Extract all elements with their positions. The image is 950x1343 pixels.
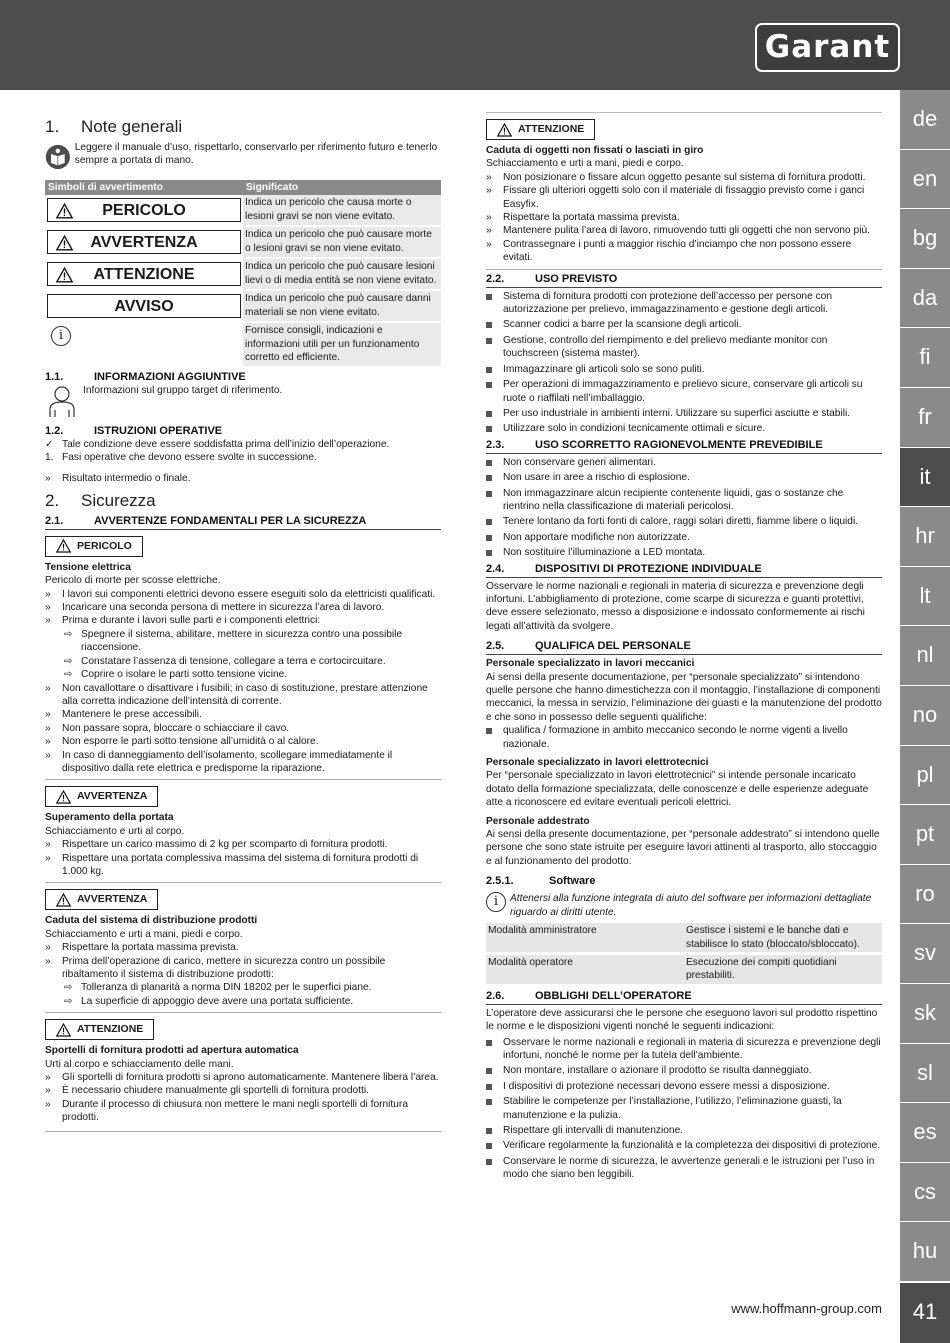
table-header-symbols: Simboli di avvertimento — [45, 180, 243, 195]
mechanical-staff-text: Ai sensi della presente documentazione, per “personale specializzato” si intendono quelle persone che hanno dimestichezza con il montaggio, l’installazione di componenti meccanici, la messa in servizio, l’eliminazione dei guasti e la manutenzione del prodotto e che sono in possesso delle seguenti qualifiche: — [486, 671, 882, 723]
list-item: ⇨ Coprire o isolare le parti sotto tensione vicine. — [64, 669, 288, 681]
section-1-heading: 1. Note generali — [45, 117, 183, 136]
list-item: ⇨ Constatare l’assenza di tensione, collegare a terra e cortocircuitare. — [64, 655, 386, 667]
section-1-1-heading: 1.1. INFORMAZIONI AGGIUNTIVE — [45, 370, 246, 383]
list-item: » Incaricare una seconda persona di mettere in sicurezza l’area di lavoro. — [45, 602, 385, 614]
operator-text: L’operatore deve assicurarsi che le persone che eseguono lavori sul prodotto rispettino le norme e le disposizioni vigenti nonché le seguenti indicazioni: — [486, 1007, 878, 1033]
list-item: I dispositivi di protezione necessari devono essere messi a disposizione. — [486, 1080, 882, 1093]
list-item: » Rispettare la portata massima prevista. — [45, 942, 239, 954]
list-item: Utilizzare solo in condizioni tecnicamente ottimali e sicure. — [486, 422, 882, 435]
warning-triangle-icon — [56, 267, 73, 283]
section-2-3-heading: 2.3. USO SCORRETTO RAGIONEVOLMENTE PREVEDIBILE — [486, 438, 882, 454]
garant-logo: Garant — [755, 23, 900, 72]
warning-triangle-icon — [56, 790, 71, 804]
bullet-square-icon — [486, 338, 492, 344]
section-2-6-heading: 2.6. OBBLIGHI DELL’OPERATORE — [486, 989, 882, 1005]
list-item: ⇨ Tolleranza di planarità a norma DIN 18202 per le superfici piane. — [64, 982, 372, 994]
bullet-square-icon — [486, 491, 492, 497]
list-item: Gestione, controllo del riempimento e del prelievo mediante monitor con touchscreen (sistema master). — [486, 334, 882, 361]
target-group-note — [45, 384, 441, 418]
list-item: Non apportare modifiche non autorizzate. — [486, 531, 882, 544]
warning-label: ATTENZIONE — [45, 1019, 154, 1040]
ppe-text: Osservare le norme nazionali e regionali in materia di sicurezza e prevenzione degli infortuni. L’abbigliamento di protezione, come scarpe di sicurezza e guanti protettivi, deve essere selezionato, messo a disposizione e indossato conformemente ai rischi legati all’attività da svolgere. — [486, 580, 865, 632]
arrow-right-icon: ⇨ — [64, 995, 73, 1007]
trained-staff-text: Ai sensi della presente documentazione, per “personale addestrato” si intendono quelle persone che sono state istruite per eseguire lavori attinenti al trasporto, allo stoccaggio e al funzionamento del prodotto. — [486, 829, 880, 867]
tab-lang-hr[interactable]: hr — [900, 507, 950, 567]
list-item: Rispettare gli intervalli di manutenzione. — [486, 1124, 882, 1137]
arrow-right-icon: ⇨ — [64, 655, 73, 667]
left-column — [45, 112, 441, 1132]
bullet-square-icon — [486, 411, 492, 417]
read-manual-icon — [45, 140, 71, 174]
list-item: Osservare le norme nazionali e regionali in materia di sicurezza e prevenzione degli infortuni, nonché le norme per la tutela dell’ambiente. — [486, 1036, 882, 1063]
list-item: » È necessario chiudere manualmente gli sportelli di fornitura prodotti. — [45, 1085, 369, 1097]
list-item: » Rispettare la portata massima prevista. — [486, 212, 680, 224]
warning-subtitle: Schiacciamento e urti al corpo. — [45, 825, 185, 837]
list-item: Per operazioni di immagazzinamento e prelievo sicure, conservare gli articoli su ruote o riaffilati nell’imballaggio. — [486, 378, 882, 405]
list-item: » Prima dell’operazione di carico, mettere in sicurezza contro un possibile ribaltamento il sistema di distribuzione prodotti: — [45, 955, 386, 980]
warning-subtitle: Schiacciamento e urti a mani, piedi e corpo. — [45, 928, 243, 940]
warning-title: Sportelli di fornitura prodotti ad apertura automatica — [45, 1045, 299, 1057]
warning-triangle-icon — [497, 123, 512, 137]
table-row — [45, 226, 441, 258]
tab-lang-bg[interactable]: bg — [900, 209, 950, 269]
target-group-text: Informazioni sul gruppo target di riferimento. — [83, 384, 283, 396]
language-tabs — [900, 90, 950, 1282]
bullet-square-icon — [486, 382, 492, 388]
info-icon: i — [51, 326, 71, 346]
table-row — [45, 322, 441, 366]
warning-label: AVVERTENZA — [45, 889, 158, 910]
warning-title: Tensione elettrica — [45, 561, 131, 573]
table-row — [45, 258, 441, 290]
list-item: Non conservare generi alimentari. — [486, 456, 882, 469]
warning-block-tipping — [45, 882, 441, 1008]
electrical-staff-text: Per “personale specializzato in lavori elettrotecnici” si intende personale incaricato dotato della formazione specializzata, delle conoscenze e delle esperienze adeguate atte a riconoscere ed evitare eventuali pericoli elettrici. — [486, 770, 869, 809]
list-item: Per uso industriale in ambienti interni. Utilizzare su superfici asciutte e stabili. — [486, 407, 882, 420]
list-item: Non montare, installare o azionare il prodotto se risulta danneggiato. — [486, 1064, 882, 1077]
arrow-right-icon: ⇨ — [64, 628, 73, 640]
table-row: Modalità amministratore Gestisce i sistemi e le banche dati e stabilisce lo stato (bloccato/sbloccato). — [486, 923, 882, 953]
warning-triangle-icon — [56, 539, 71, 553]
list-item: Non usare in aree a rischio di esplosione. — [486, 471, 882, 484]
trained-staff-title: Personale addestrato — [486, 815, 590, 827]
tab-lang-lt[interactable]: lt — [900, 567, 950, 627]
meaning-text: Indica un pericolo che può causare lesioni lievi o di media entità se non viene evitato. — [243, 258, 441, 290]
warning-title: Caduta di oggetti non fissati o lasciati in giro — [486, 145, 704, 156]
list-item: » Durante il processo di chiusura non mettere le mani negli sportelli di fornitura prodotti. — [45, 1098, 408, 1124]
table-row — [45, 290, 441, 322]
bullet-square-icon — [486, 322, 492, 328]
tab-lang-pt[interactable]: pt — [900, 805, 950, 865]
signal-attenzione: ATTENZIONE — [47, 262, 241, 286]
list-item: » In caso di danneggiamento dell’isolamento, scollegare immediatamente il dispositivo dalla rete elettrica e predisporne la riparazione. — [45, 749, 393, 774]
divider — [45, 1131, 441, 1132]
section-2-1-heading: 2.1. AVVERTENZE FONDAMENTALI PER LA SICUREZZA — [45, 514, 441, 530]
section-2-5-heading: 2.5. QUALIFICA DEL PERSONALE — [486, 639, 882, 655]
list-item: qualifica / formazione in ambito meccanico secondo le norme vigenti a livello nazionale. — [486, 724, 882, 751]
list-item: » Risultato intermedio o finale. — [45, 473, 191, 485]
tab-lang-sv[interactable]: sv — [900, 924, 950, 984]
warning-block-doors — [45, 1012, 441, 1124]
footer-url[interactable]: www.hoffmann-group.com — [731, 1301, 882, 1316]
bullet-square-icon — [486, 519, 492, 525]
list-item: » Fissare gli ulteriori oggetti solo con il materiale di fissaggio previsto come i ganci Easyfix. — [486, 185, 865, 210]
list-item: » Rispettare un carico massimo di 2 kg per scomparto di fornitura prodotti. — [45, 839, 388, 851]
list-item: Scanner codici a barre per la scansione degli articoli. — [486, 318, 882, 331]
list-item: » Mantenere pulita l’area di lavoro, rimuovendo tutti gli oggetti che non servono più. — [486, 225, 870, 237]
warning-subtitle: Urti al corpo e schiacciamento delle mani. — [45, 1058, 234, 1070]
warning-symbols-table — [45, 180, 441, 368]
tab-lang-en[interactable]: en — [900, 150, 950, 210]
section-2-heading: 2. Sicurezza — [45, 490, 156, 510]
tab-lang-ro[interactable]: ro — [900, 865, 950, 925]
tab-lang-sk[interactable]: sk — [900, 984, 950, 1044]
misuse-list — [486, 456, 882, 560]
bullet-square-icon — [486, 535, 492, 541]
list-item: » Gli sportelli di fornitura prodotti si aprono automaticamente. Mantenere libera l’area. — [45, 1072, 439, 1084]
tab-lang-da[interactable]: da — [900, 269, 950, 329]
list-item: Sistema di fornitura prodotti con protezione dell’accesso per persone con autorizzazione per prelievo, immagazzinamento e gestione degli articoli. — [486, 290, 882, 317]
bullet-square-icon — [486, 367, 492, 373]
warning-block-electrical — [45, 530, 441, 776]
list-item: » Non cavallottare o disattivare i fusibili; in caso di sostituzione, prestare attenzione alla corretta indicazione dell’intensità di corrente. — [45, 682, 428, 707]
tab-lang-pl[interactable]: pl — [900, 746, 950, 806]
tab-lang-de[interactable]: de — [900, 90, 950, 150]
list-item: ⇨ Spegnere il sistema, abilitare, mettere in sicurezza contro una possibile riaccensione. — [64, 628, 403, 654]
bullet-square-icon — [486, 426, 492, 432]
list-item: » Mantenere le prese accessibili. — [45, 709, 202, 721]
software-note: i Attenersi alla funzione integrata di aiuto del software per informazioni dettagliate riguardo ai diritti utente. — [486, 892, 882, 919]
tab-lang-cs[interactable]: cs — [900, 1163, 950, 1223]
list-item: Stabilire le competenze per l’installazione, l’utilizzo, l’eliminazione guasti, la manutenzione e la pulizia. — [486, 1095, 882, 1122]
software-modes-table — [486, 923, 882, 987]
intended-use-list — [486, 290, 882, 436]
bullet-square-icon — [486, 460, 492, 466]
warning-title: Superamento della portata — [45, 812, 174, 824]
bullet-square-icon — [486, 1159, 492, 1165]
list-item: Immagazzinare gli articoli solo se sono puliti. — [486, 363, 882, 376]
meaning-text: Fornisce consigli, indicazioni e informazioni utili per un funzionamento corretto ed efficiente. — [243, 322, 441, 366]
bullet-square-icon — [486, 1128, 492, 1134]
electrical-staff-title: Personale specializzato in lavori elettrotecnici — [486, 757, 709, 769]
tab-lang-nl[interactable]: nl — [900, 626, 950, 686]
person-icon — [45, 384, 79, 418]
signal-pericolo: PERICOLO — [47, 198, 241, 222]
warning-title: Caduta del sistema di distribuzione prodotti — [45, 915, 258, 927]
page-header — [0, 0, 950, 90]
table-header-meaning: Significato — [243, 180, 441, 195]
list-item: » Rispettare una portata complessiva massima del sistema di fornitura prodotti di 1.000 kg. — [45, 852, 419, 877]
list-item: » Non posizionare o fissare alcun oggetto pesante sul sistema di fornitura prodotti. — [486, 171, 866, 183]
operator-obligations-list — [486, 1036, 882, 1182]
warning-subtitle: Schiacciamento e urti a mani, piedi e corpo. — [486, 158, 684, 170]
bullet-square-icon — [486, 1084, 492, 1090]
tab-lang-it[interactable]: it — [900, 448, 950, 508]
tab-lang-fi[interactable]: fi — [900, 328, 950, 388]
list-item: Conservare le norme di sicurezza, le avvertenze generali e le istruzioni per l’uso in modo che siano ben leggibili. — [486, 1155, 882, 1182]
arrow-right-icon: ⇨ — [64, 669, 73, 681]
warning-block-falling-objects — [486, 113, 882, 265]
arrow-right-icon: ⇨ — [64, 982, 73, 994]
list-item: » I lavori sui componenti elettrici devono essere eseguiti solo da elettricisti qualificati. — [45, 588, 436, 600]
bullet-square-icon — [486, 1068, 492, 1074]
right-column — [486, 112, 882, 1182]
bullet-square-icon — [486, 475, 492, 481]
list-item: » Contrassegnare i punti a maggior rischio d’inciampo che non possono essere evitati. — [486, 238, 852, 264]
meaning-text: Indica un pericolo che causa morte o lesioni gravi se non viene evitato. — [243, 195, 441, 226]
list-item: Non sostituire l’illuminazione a LED montata. — [486, 546, 882, 559]
tab-lang-sl[interactable]: sl — [900, 1044, 950, 1104]
warning-triangle-icon — [56, 893, 71, 907]
list-item: » Prima e durante i lavori sulle parti e i componenti elettrici: — [45, 615, 321, 627]
list-item: » Non passare sopra, bloccare o schiacciare il cavo. — [45, 722, 290, 734]
table-row: Modalità operatore Esecuzione dei compiti quotidiani prestabiliti. — [486, 953, 882, 985]
list-item: ⇨ La superficie di appoggio deve avere una portata sufficiente. — [64, 995, 354, 1007]
list-item: ✓ Tale condizione deve essere soddisfatta prima dell’inizio dell’operazione. — [45, 438, 390, 450]
section-1-2-heading: 1.2. ISTRUZIONI OPERATIVE — [45, 424, 223, 437]
warning-block-capacity — [45, 779, 441, 878]
mechanical-staff-title: Personale specializzato in lavori meccanici — [486, 658, 695, 670]
bullet-square-icon — [486, 728, 492, 734]
bullet-square-icon — [486, 1099, 492, 1105]
bullet-square-icon — [486, 1040, 492, 1046]
section-2-2-heading: 2.2. USO PREVISTO — [486, 269, 882, 288]
list-item: Non immagazzinare alcun recipiente contenente liquidi, gas o sostanze che rientrino nella classificazione di materiali pericolosi. — [486, 487, 882, 514]
list-item: Verificare regolarmente la funzionalità e la completezza dei dispositivi di protezione. — [486, 1139, 882, 1152]
manual-note-text: Leggere il manuale d’uso, rispettarlo, conservarlo per riferimento futuro e tenerlo sempre a portata di mano. — [74, 142, 438, 167]
tab-lang-no[interactable]: no — [900, 686, 950, 746]
signal-avviso: AVVISO — [47, 294, 241, 318]
tab-lang-es[interactable]: es — [900, 1103, 950, 1163]
section-2-4-heading: 2.4. DISPOSITIVI DI PROTEZIONE INDIVIDUALE — [486, 562, 882, 578]
list-item: » Non esporre le parti sotto tensione all’umidità o al calore. — [45, 736, 319, 748]
tab-lang-hu[interactable]: hu — [900, 1222, 950, 1282]
warning-label: ATTENZIONE — [486, 119, 595, 140]
manual-note — [45, 140, 441, 174]
meaning-text: Indica un pericolo che può causare morte o lesioni gravi se non viene evitato. — [243, 226, 441, 258]
list-item: 1. Fasi operative che devono essere svolte in successione. — [45, 452, 317, 464]
warning-label: AVVERTENZA — [45, 786, 158, 807]
info-icon: i — [486, 892, 506, 912]
table-row — [45, 195, 441, 226]
bullet-square-icon — [486, 1143, 492, 1149]
warning-label: PERICOLO — [45, 536, 143, 557]
warning-subtitle: Pericolo di morte per scosse elettriche. — [45, 575, 221, 587]
bullet-square-icon — [486, 294, 492, 300]
signal-avvertenza: AVVERTENZA — [47, 230, 241, 254]
meaning-text: Indica un pericolo che può causare danni materiali se non viene evitato. — [243, 290, 441, 322]
warning-triangle-icon — [56, 235, 73, 251]
section-2-5-1-heading: 2.5.1. Software — [486, 875, 596, 888]
list-item: Tenere lontano da forti fonti di calore, raggi solari diretti, fiamme libere o liquidi. — [486, 515, 882, 528]
tab-lang-fr[interactable]: fr — [900, 388, 950, 448]
warning-triangle-icon — [56, 203, 73, 219]
bullet-square-icon — [486, 550, 492, 556]
page-number: 41 — [900, 1283, 950, 1343]
warning-triangle-icon — [56, 1023, 71, 1037]
